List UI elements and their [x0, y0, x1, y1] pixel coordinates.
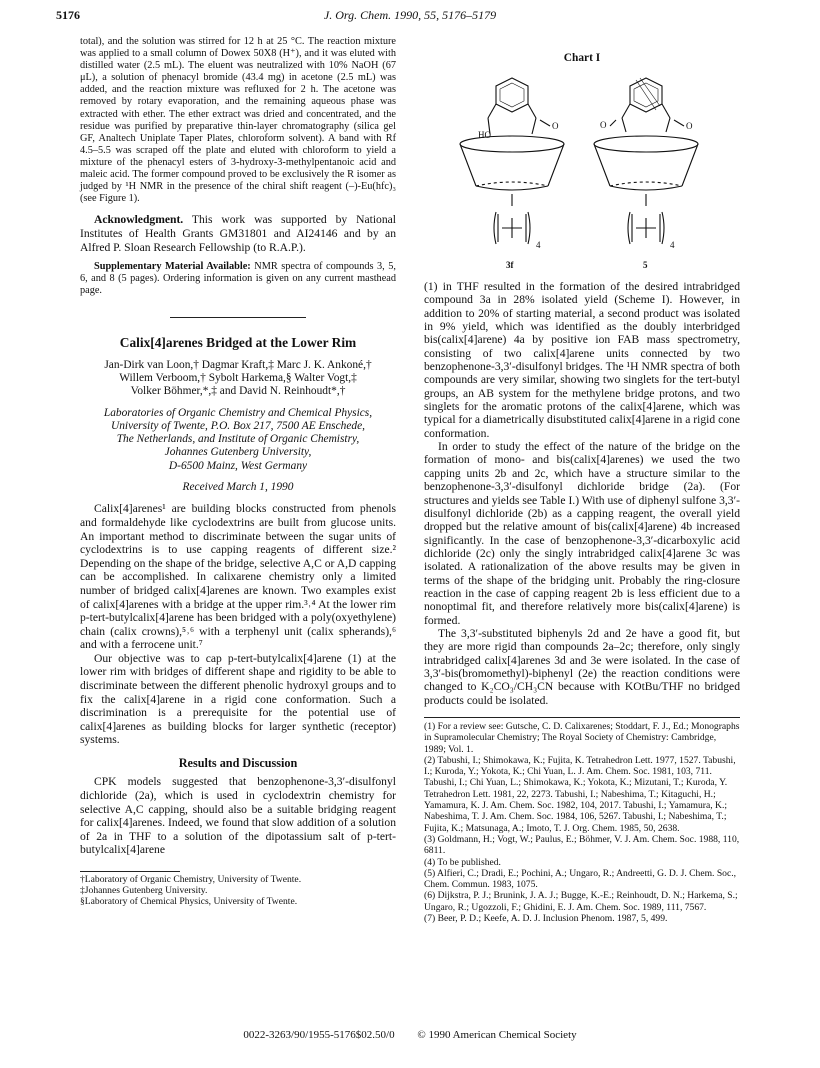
affiliation-line: Johannes Gutenberg University,: [164, 446, 312, 459]
author-line: Jan-Dirk van Loon,† Dagmar Kraft,‡ Marc J. K. Ankoné,†: [104, 358, 372, 371]
structure-3f: [460, 78, 564, 244]
article-code: 0022-3263/90/1955-5176$02.50/0: [243, 1029, 395, 1041]
footnote: §Laboratory of Chemical Physics, University of Twente.: [80, 895, 298, 907]
section-heading: Results and Discussion: [178, 756, 298, 771]
affiliation-line: University of Twente, P.O. Box 217, 7500 AE Enschede,: [110, 419, 366, 432]
footnote-divider: [80, 871, 180, 872]
page-footer: [0, 1029, 820, 1041]
supplementary-material: [80, 261, 396, 297]
o-label: O: [600, 120, 607, 130]
affiliation-line: Laboratories of Organic Chemistry and Chemical Physics,: [103, 406, 373, 419]
ho-label: HO: [478, 130, 491, 140]
o-label: O: [686, 121, 693, 131]
references-list: [424, 721, 740, 924]
received-date: Received March 1, 1990: [182, 481, 294, 494]
chemical-structure-figure: [440, 66, 740, 276]
chart-title: Chart I: [563, 52, 601, 64]
body-paragraph: Calix[4]arenes¹ are building blocks constructed from phenols and formaldehyde like cyclodextrins are built from glucose units. An important method to discriminate between the sugar units of cyclodextrins is to use capping reagents of different size.² Depending on the shape of the bridge, selective A,C or A,D capping can be accomplished. In calixarene chemistry only a limited number of bridged calix[4]arenes are known. Two examples exist of calix[4]arenes with a bridge at the upper rim.³˒⁴ At the lower rim p-tert-butylcalix[4]arene has been bridged with a poly(oxyethylene) chain (calix crowns),⁵˒⁶ with a terphenyl unit (calix spherands),⁶ and with a ferrocene unit.⁷: [80, 502, 396, 652]
subscript-label: 4: [536, 240, 541, 250]
supplementary-text: NMR spectra of compounds 3, 5, 6, and 8 (5 pages). Ordering information is given on any current masthead page.: [80, 261, 397, 297]
page-number: 5176: [56, 8, 80, 22]
affiliation-line: The Netherlands, and Institute of Organic Chemistry,: [116, 433, 360, 446]
body-paragraph: The 3,3′-substituted biphenyls 2d and 2e have a good fit, but they are more rigid than compounds 2a–2c; therefore, only singly intrabridged calix[4]arenes 3d and 3e were isolated. In the case of 3,3′-bis(bromomethyl)-biphenyl (2e) the reaction conditions were changed to K₂CO₃/CH₃CN because with KOtBu/THF no bridged products could be isolated.: [424, 626, 740, 707]
running-header: [56, 8, 764, 26]
compound-label-3f: 3f: [506, 260, 514, 270]
affiliations: [80, 407, 396, 473]
left-column: [80, 36, 396, 907]
reference-item: (5) Alfieri, C.; Dradi, E.; Pochini, A.; Ungaro, R.; Andreetti, G. D. J. Chem. Soc., Chem. Commun. 1983, 1075.: [424, 867, 737, 891]
acknowledgment: [80, 213, 396, 254]
right-column: [424, 280, 740, 924]
structure-5: [594, 78, 698, 244]
reference-item: (2) Tabushi, I.; Shimokawa, K.; Fujita, K. Tetrahedron Lett. 1977, 1527. Tabushi, I.; Kuroda, Y.; Yokota, K.; Chi Yuan, L. J. Am. Chem. Soc. 1981, 103, 711. Tabushi, I.; Chi Yuan, L.; Shimokawa, K.; Yokota, K.; Mizutani, T.; Kuroda, Y. Tetrahedron Lett. 1981, 22, 2273. Tabushi, I.; Nabeshima, T.; Kitaguchi, H.; Yamamura, K. J. Am. Chem. Soc. 1982, 104, 2017. Tabushi, I.; Yamamura, K.; Nabeshima, T. J. Am. Chem. Soc. 1984, 106, 5267. Tabushi, I.; Nabeshima, T.; Fujita, K.; Matsunaga, A.; Imoto, T. J. Org. Chem. 1985, 50, 2638.: [424, 754, 736, 834]
experimental-paragraph: total), and the solution was stirred for 12 h at 25 °C. The reaction mixture was applied to a small column of Dowex 50X8 (H⁺), and it was eluted with distilled water (2.5 mL). The eluent was neutralized with 10% NaOH (67 μL), a solution of phenacyl bromide (43.4 mg) in acetone (2.5 mL) was added, and the reaction mixture was refluxed for 2 h. The acetone was removed by rotary evaporation, and the remaining aqueous phase was extracted with ether. The ether extract was dried and concentrated, and the residue was purified by preparative thin-layer chromatography (silica gel GF, Analtech Uniplate Taper Plates, chloroform solvent). A band with Rf 4.5–5.5 was scraped off the plate and eluted with chloroform to yield a mixture of the phenacyl esters of 3-hydroxy-3-methylpentanoic acid and maleic acid. The former compound proved to be exclusively the R isomer as judged by ¹H NMR in the presence of the chiral shift reagent (–)-Eu(hfc)₃ (see Figure 1).: [80, 36, 396, 205]
body-paragraph: Our objective was to cap p-tert-butylcalix[4]arene (1) at the lower rim with bridges of different shape and rigidity to be able to discriminate between the different phenolic hydroxyl groups and to fix the calix[4]arene in a rigid cone conformation. Such a discrimination is a prerequisite for the potential use of calix[4]arenes as building blocks for larger synthetic (receptor) systems.: [80, 651, 396, 747]
compound-label-5: 5: [643, 260, 648, 270]
article-divider: [170, 317, 306, 318]
reference-item: (4) To be published.: [424, 856, 501, 868]
reference-item: (3) Goldmann, H.; Vogt, W.; Paulus, E.; Böhmer, V. J. Am. Chem. Soc. 1988, 110, 6811.: [424, 833, 740, 857]
article-title: Calix[4]arenes Bridged at the Lower Rim: [119, 335, 357, 351]
reference-item: (6) Dijkstra, P. J.; Brunink, J. A. J.; Bugge, K.-E.; Reinhoudt, D. N.; Harkema, S.; Ungaro, R.; Ugozzoli, F.; Ghidini, E. J. Am. Chem. Soc. 1989, 111, 7567.: [424, 890, 738, 913]
footnote: †Laboratory of Organic Chemistry, University of Twente.: [80, 873, 302, 885]
journal-citation: J. Org. Chem. 1990, 55, 5176–5179: [323, 8, 497, 22]
author-line: Volker Böhmer,*,‡ and David N. Reinhoudt*,†: [130, 385, 346, 398]
body-paragraph: CPK models suggested that benzophenone-3,3′-disulfonyl dichloride (2a), which is used in cyclodextrin chemistry for selective A,C capping, should also be a suitable bridging reagent for calix[4]arenes. Indeed, we found that slow addition of a solution of 2a in THF to a solution of the dipotassium salt of p-tert-butylcalix[4]arene: [80, 775, 396, 857]
body-paragraph: (1) in THF resulted in the formation of the desired intrabridged compound 3a in 28% isolated yield (Scheme I). However, in addition to 20% of starting material, a second product was isolated in 9% yield, which was identified as the doubly interbridged bis(calix[4]arene) 4a by positive ion FAB mass spectrometry, consisting of two calix[4]arene units connected by two benzophenone-3,3′-disulfonyl bridges. The ¹H NMR spectra of both compounds are very similar, showing two singlets for the tert-butyl groups, an AB system for the methylene bridge protons, and two singlets for the aromatic protons of the calix[4]arene, which was typical for a diametrically disubstituted calix[4]arene in a rigid cone conformation.: [424, 280, 740, 440]
subscript-label: 4: [670, 240, 675, 250]
body-paragraph: In order to study the effect of the nature of the bridge on the formation of mono- and bis(calix[4]arenes) we used the two capping units 2b and 2c, which have a structure similar to the benzophenone-3,3′-disulfonyl dichloride bridge (2a). (For structures and yields see Table I.) With use of diphenyl sulfone 3,3′-disulfonyl dichloride (2b) as a capping reagent, the overall yield dropped but the relative amount of bis(calix[4]arene) 4b increased significantly. In the case of benzophenone-3,3′-dicarboxylic acid dichloride (2c) only the singly intrabridged calix[4]arene 3c was isolated. A rationalization of the above results may be given in terms of the shape of the bridging unit. Probably the ring-closure reaction in the case of capping reagent 2b is less efficient due to a nonoptimal fit, and therefore relatively more bis(calix[4]arene) is formed.: [424, 440, 740, 627]
footnote: ‡Johannes Gutenberg University.: [80, 884, 208, 896]
o-label: O: [552, 121, 559, 131]
references-divider: [424, 717, 740, 718]
acknowledgment-label: Acknowledgment.: [94, 213, 184, 227]
author-line: Willem Verboom,† Sybolt Harkema,§ Walter Vogt,‡: [119, 371, 357, 384]
reference-item: (7) Beer, P. D.; Keefe, A. D. J. Inclusion Phenom. 1987, 5, 499.: [424, 913, 668, 925]
supplementary-label: Supplementary Material Available:: [94, 261, 251, 273]
affiliation-line: D-6500 Mainz, West Germany: [168, 459, 308, 472]
copyright: © 1990 American Chemical Society: [417, 1029, 577, 1041]
acknowledgment-text: This work was supported by National Institutes of Health Grants GM31801 and AI24146 and by an Alfred P. Sloan Research Fellowship (to R.A.P.).: [80, 213, 396, 254]
reference-item: (1) For a review see: Gutsche, C. D. Calixarenes; Stoddart, F. J., Ed.; Monographs in Supramolecular Chemistry; The Royal Society of Chemistry: Cambridge, 1989; Vol. 1.: [424, 721, 740, 755]
author-list: [80, 359, 396, 399]
